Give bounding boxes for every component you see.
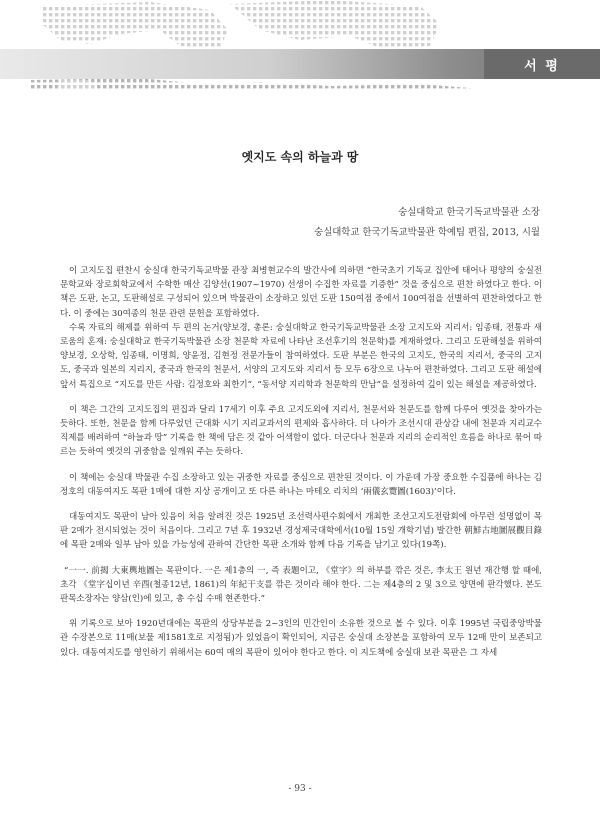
paragraph: 이 책은 그간의 고지도집의 편집과 달리 17세기 이후 주요 고지도외에 지리서, 천문서와 천문도를 함께 다루어 옛것을 찾아가는 듯하다. 또한, 천문을 함께 다루었던 근대화 시기 지리교과서의 편제와 흡사하다. 더 나아가 조선시대 관상감 내에 천문과 지리교수 직제를 배려하여 “하늘과 땅” 기록을 한 책에 담은 것 같아 어색함이 없다. 더군다나 천문과 지리의 순리적인 흐름을 하나로 묶어 따르는 듯하여 옛것의 귀중함을 일깨워 주는 듯하다.	[60, 404, 542, 458]
paragraph: 수록 자료의 해제를 위하여 두 편의 논거(양보경, 총론: 숭실대학교 한국기독교박물관 소장 고지도와 지리서: 임종태, 전통과 새로움의 혼재: 숭실대학교 한국기독박물관 소장 천문학 자료에 나타난 조선후기의 천문학)를 게재하였다. 그리고 도판해설을 위하여 양보경, 오상학, 임종태, 이명희, 양윤정, 김현정 전문가들이 참여하였다. 도판 부분은 한국의 고지도, 한국의 지리서, 중국의 고지도, 중국과 일본의 지리지, 중국과 한국의 천문서, 서양의 고지도와 지리서 등 모두 6장으로 나누어 편찬하였다. 그리고 도판 해설에 앞서 특집으로 “지도를 만든 사람: 김정호와 최한기”, “동서양 지리학과 천문학의 만남”을 설정하여 깊이 있는 해설을 제공하였다.	[60, 322, 542, 390]
quoted-paragraph: “一一. 前揭 大東輿地圖는 목판이다. 一은 제1층의 一, 즉 表題이고, 《堂字》의 하부를 깎은 것은, 李太王 원년 재간행 할 때에, 초각 《堂字십이년 辛酉(철종12년, 1861)의 年紀干支를 깎은 것이라 해야 한다. 二는 제4층의 2 및 3으로 양면에 판각했다. 본도 판목소장자는 양삼(인)에 있고, 총 수십 수매 현존한다.”	[60, 565, 542, 605]
source-line-1: 숭실대학교 한국기독교박물관 소장	[398, 207, 540, 218]
page-number: - 93 -	[288, 784, 312, 794]
paragraph: 이 고지도집 편찬시 숭실대 한국기독교박물 관장 최병현교수의 발간사에 의하면 “한국초기 기독교 집안에 태어나 평양의 숭실전문학교와 장로회학교에서 수학한 매산 김양선(1907~1970) 선생이 수집한 자료를 기증한” 것을 중심으로 편찬 하였다고 한다. 이 책은 도판, 논고, 도판해설로 구성되어 있으며 박물관이 소장하고 있던 도판 150여점 중에서 100여점을 선별하여 편찬하였다고 한다. 이 중에는 30여종의 천문 관련 문헌을 포함하였다.	[60, 266, 542, 319]
paragraph: 위 기록으로 보아 1920년대에는 목판의 상당부분을 2~3인의 민간인이 소유한 것으로 볼 수 있다. 이후 1995년 국립중앙박물관 수장본으로 11매(보물 제1581호로 지정됨)가 있었음이 확인되어, 지금은 숭실대 소장본을 포함하여 모두 12매 만이 보존되고 있다. 대동여지도를 영인하기 위해서는 60여 매의 목판이 있어야 한다고 한다. 이 지도책에 숭실대 보관 목판은 그 자세	[60, 619, 542, 658]
paragraph: 대동여지도 목판이 남아 있음이 처음 알려진 것은 1925년 조선력사편수회에서 개최한 조선고지도전람회에 아무런 설명없이 목판 2매가 전시되었는 것이 처음이다. 그리고 7년 후 1932년 경성제국대학에서(10월 15일 개학기념) 발간한 朝鮮古地圖展觀目錄에 목판 2매와 일부 남아 있을 가능성에 관하여 간단한 목판 소개와 함께 다음 기록을 남기고 있다(19쪽).	[60, 512, 542, 551]
section-label: 서 평	[484, 49, 600, 79]
source-info	[314, 203, 540, 243]
paragraph: 이 책에는 숭실대 박물관 수집 소장하고 있는 귀중한 자료를 중심으로 편찬된 것이다. 이 가운데 가장 중요한 수집품에 하나는 김정호의 대동여지도 목판 1매에 대한 지상 공개이고 또 다른 하나는 마테오 리치의 ‘兩儀玄覽圖(1603)’이다.	[60, 472, 542, 497]
source-line-2: 숭실대학교 한국기독교박물관 학예팀 편집, 2013, 시월	[314, 227, 540, 238]
article-body	[60, 264, 542, 671]
article-title: 옛지도 속의 하늘과 땅	[241, 150, 359, 164]
